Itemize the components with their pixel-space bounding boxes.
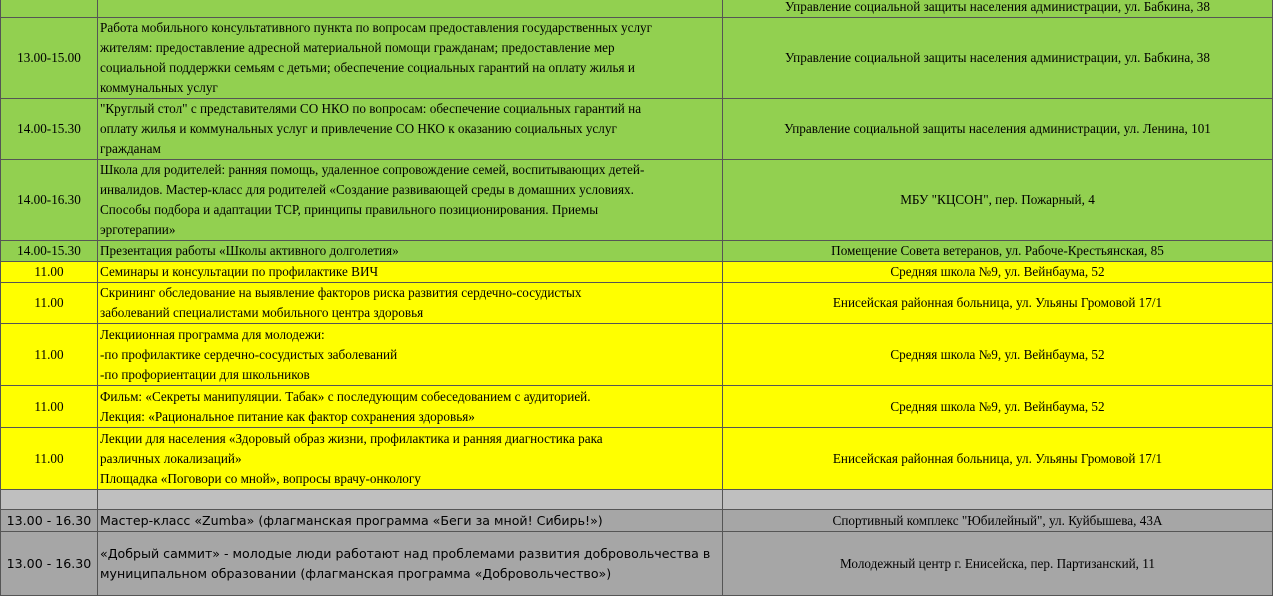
place-cell[interactable]: Молодежный центр г. Енисейска, пер. Партизанский, 11 bbox=[723, 532, 1273, 596]
table-row bbox=[1, 532, 1273, 596]
table-row bbox=[1, 428, 1273, 490]
time-cell[interactable]: 11.00 bbox=[1, 262, 98, 283]
place-cell[interactable]: Енисейская районная больница, ул. Ульяны Громовой 17/1 bbox=[723, 283, 1273, 324]
place-cell[interactable]: Средняя школа №9, ул. Вейнбаума, 52 bbox=[723, 262, 1273, 283]
table-row bbox=[1, 262, 1273, 283]
event-cell[interactable] bbox=[98, 490, 723, 510]
event-text-line: Скрининг обследование на выявление факторов риска развития сердечно-сосудистых bbox=[100, 285, 582, 300]
event-cell[interactable] bbox=[98, 241, 723, 262]
table-row bbox=[1, 324, 1273, 386]
event-text-line: Семинары и консультации по профилактике ВИЧ bbox=[100, 264, 379, 279]
table-row bbox=[1, 283, 1273, 324]
table-row bbox=[1, 0, 1273, 18]
time-cell[interactable]: 14.00-16.30 bbox=[1, 160, 98, 241]
place-cell[interactable]: Спортивный комплекс "Юбилейный", ул. Куйбышева, 43А bbox=[723, 510, 1273, 532]
place-cell[interactable]: Средняя школа №9, ул. Вейнбаума, 52 bbox=[723, 386, 1273, 428]
event-text-line: инвалидов. Мастер-класс для родителей «Создание развивающей среды в домашних условиях. bbox=[100, 182, 634, 197]
event-cell[interactable] bbox=[98, 386, 723, 428]
event-text-line: различных локализаций» bbox=[100, 450, 242, 466]
event-cell[interactable] bbox=[98, 18, 723, 99]
time-cell[interactable]: 14.00-15.30 bbox=[1, 241, 98, 262]
table-row bbox=[1, 386, 1273, 428]
event-text-line: Лекции для населения «Здоровый образ жизни, профилактика и ранняя диагностика рака bbox=[100, 430, 603, 446]
event-text-line: муниципальном образовании (флагманская программа «Добровольчество») bbox=[100, 565, 612, 581]
event-text-line: жителям: предоставление адресной материальной помощи гражданам; предоставление мер bbox=[100, 40, 615, 55]
event-cell[interactable] bbox=[98, 532, 723, 596]
event-cell[interactable] bbox=[98, 160, 723, 241]
event-cell[interactable] bbox=[98, 0, 723, 18]
event-text-line: эрготерапии» bbox=[100, 222, 176, 237]
event-text-line: оплату жилья и коммунальных услуг и привлечение СО НКО к оказанию социальных услуг bbox=[100, 121, 617, 136]
schedule-body bbox=[1, 0, 1273, 596]
event-text-line: Фильм: «Секреты манипуляции. Табак» с последующим собеседованием с аудиторией. bbox=[100, 388, 591, 404]
place-cell[interactable]: Управление социальной защиты населения администрации, ул. Бабкина, 38 bbox=[723, 18, 1273, 99]
event-cell[interactable] bbox=[98, 262, 723, 283]
table-row bbox=[1, 490, 1273, 510]
event-text-line: "Круглый стол" с представителями СО НКО по вопросам: обеспечение социальных гарантий на bbox=[100, 101, 642, 116]
event-text-line: Мастер-класс «Zumba» (флагманская программа «Беги за мной! Сибирь!») bbox=[100, 512, 603, 528]
place-cell[interactable] bbox=[723, 490, 1273, 510]
event-text-line: «Добрый саммит» - молодые люди работают над проблемами развития добровольчества в bbox=[100, 545, 711, 561]
event-text-line: Способы подбора и адаптации ТСР, принципы правильного позиционирования. Приемы bbox=[100, 202, 599, 217]
time-cell[interactable] bbox=[1, 0, 98, 18]
place-cell[interactable]: Помещение Совета ветеранов, ул. Рабоче-Крестьянская, 85 bbox=[723, 241, 1273, 262]
place-cell[interactable]: МБУ "КЦСОН", пер. Пожарный, 4 bbox=[723, 160, 1273, 241]
place-cell[interactable]: Управление социальной защиты населения администрации, ул. Ленина, 101 bbox=[723, 99, 1273, 160]
table-row bbox=[1, 160, 1273, 241]
event-text-line: гражданам bbox=[100, 141, 161, 156]
event-text-line: -по профориентации для школьников bbox=[100, 366, 310, 382]
event-cell[interactable] bbox=[98, 428, 723, 490]
event-text-line: Площадка «Поговори со мной», вопросы врачу-онкологу bbox=[100, 470, 421, 486]
time-cell[interactable]: 13.00 - 16.30 bbox=[1, 510, 98, 532]
time-cell[interactable]: 13.00 - 16.30 bbox=[1, 532, 98, 596]
event-text-line: Презентация работы «Школы активного долголетия» bbox=[100, 243, 399, 258]
event-text-line: Работа мобильного консультативного пункта по вопросам предоставления государственных услуг bbox=[100, 20, 653, 35]
event-cell[interactable] bbox=[98, 283, 723, 324]
time-cell[interactable]: 11.00 bbox=[1, 386, 98, 428]
place-cell[interactable]: Средняя школа №9, ул. Вейнбаума, 52 bbox=[723, 324, 1273, 386]
time-cell[interactable]: 14.00-15.30 bbox=[1, 99, 98, 160]
event-text-line: коммунальных услуг bbox=[100, 80, 218, 95]
time-cell[interactable]: 11.00 bbox=[1, 428, 98, 490]
table-row bbox=[1, 241, 1273, 262]
time-cell[interactable] bbox=[1, 490, 98, 510]
event-cell[interactable] bbox=[98, 99, 723, 160]
event-text-line: заболеваний специалистами мобильного центра здоровья bbox=[100, 305, 424, 320]
event-text-line: Школа для родителей: ранняя помощь, удаленное сопровождение семей, воспитывающих детей- bbox=[100, 162, 645, 177]
table-row bbox=[1, 510, 1273, 532]
place-cell[interactable]: Енисейская районная больница, ул. Ульяны Громовой 17/1 bbox=[723, 428, 1273, 490]
time-cell[interactable]: 11.00 bbox=[1, 324, 98, 386]
event-text-line: Лекциионная программа для молодежи: bbox=[100, 326, 325, 342]
event-text-line: социальной поддержки семьям с детьми; обеспечение социальных гарантий на оплату жилья и bbox=[100, 60, 635, 75]
event-cell[interactable] bbox=[98, 510, 723, 532]
time-cell[interactable]: 13.00-15.00 bbox=[1, 18, 98, 99]
event-cell[interactable] bbox=[98, 324, 723, 386]
table-row bbox=[1, 99, 1273, 160]
event-text-line: -по профилактике сердечно-сосудистых заболеваний bbox=[100, 346, 398, 362]
time-cell[interactable]: 11.00 bbox=[1, 283, 98, 324]
event-text-line: Лекция: «Рациональное питание как фактор сохранения здоровья» bbox=[100, 408, 475, 424]
place-cell[interactable]: Управление социальной защиты населения администрации, ул. Бабкина, 38 bbox=[723, 0, 1273, 18]
table-row bbox=[1, 18, 1273, 99]
